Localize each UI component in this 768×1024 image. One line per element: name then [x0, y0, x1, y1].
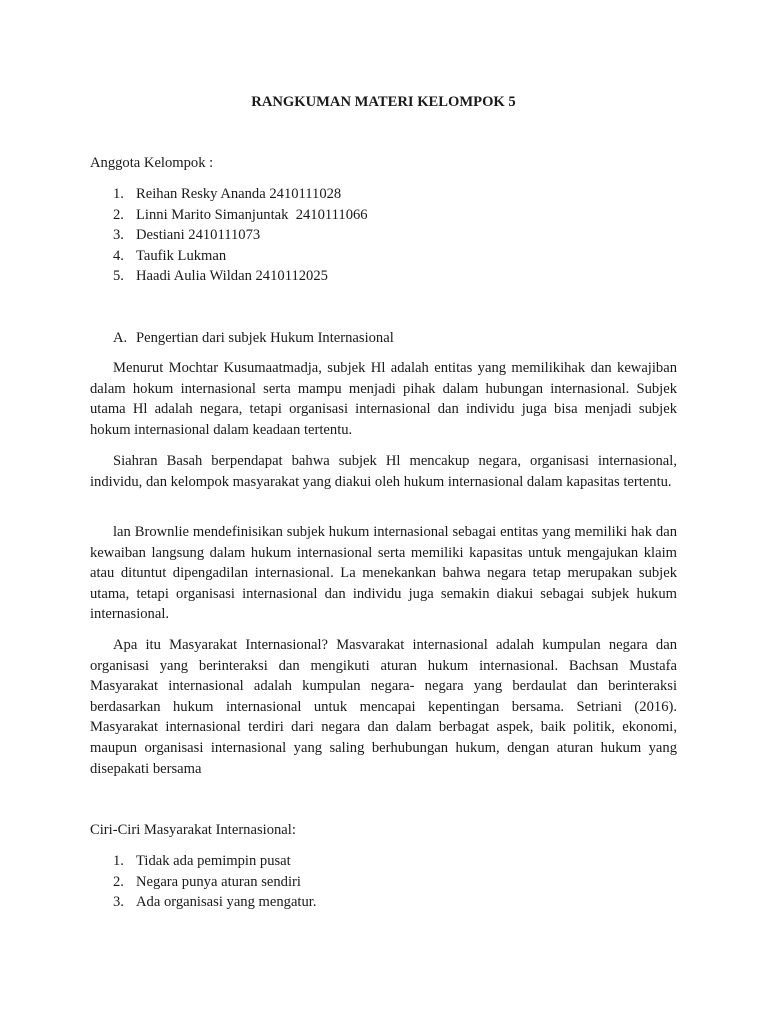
list-number: 1. — [113, 853, 124, 869]
characteristics-list — [90, 851, 317, 913]
list-item-text: Taufik Lukman — [136, 247, 227, 264]
list-item — [90, 851, 317, 872]
list-item — [90, 184, 368, 205]
list-number: 5. — [113, 268, 124, 284]
list-item-text: Negara punya aturan sendiri — [136, 873, 301, 890]
list-number: 2. — [113, 206, 124, 223]
list-item — [90, 892, 317, 913]
page-title: RANGKUMAN MATERI KELOMPOK 5 — [251, 94, 516, 110]
members-label: Anggota Kelompok : — [90, 155, 214, 171]
list-item-text: Tidak ada pemimpin pusat — [136, 853, 291, 869]
list-item — [90, 225, 368, 246]
list-item — [90, 266, 368, 287]
section-heading-text: Pengertian dari subjek Hukum Internasional — [136, 330, 394, 346]
paragraph: Menurut Mochtar Kusumaatmadja, subjek Hl adalah entitas yang memilikihak dan kewajiban dalam hokum internasional serta mampu menjadi pihak dalam hubungan internasional. Subjek utama Hl adalah negara, tetapi organisasi internasional dan individu juga bisa menjadi subjek hokum internasional dalam keadaan tertentu. — [90, 360, 677, 438]
list-number: 2. — [113, 873, 124, 890]
list-item-text: Haadi Aulia Wildan 2410112025 — [136, 268, 328, 284]
list-item — [90, 246, 368, 267]
list-item — [90, 872, 317, 893]
list-item-text: Reihan Resky Ananda 2410111028 — [136, 186, 342, 202]
list-number: 1. — [113, 186, 124, 202]
paragraph: Siahran Basah berpendapat bahwa subjek Hl mencakup negara, organisasi internasional, individu, dan kelompok masyarakat yang diakui oleh hukum internasional dalam kapasitas tertentu. — [90, 453, 677, 490]
list-item-text: Linni Marito Simanjuntak 2410111066 — [136, 206, 368, 223]
paragraph: lan Brownlie mendefinisikan subjek hukum internasional sebagai entitas yang memiliki hak dan kewaiban langsung dalam hukum internasional serta memiliki kapasitas untuk mengajukan klaim atau dituntut dipengadilan internasional. La menekankan bahwa negara tetap merupakan subjek utama, tetapi organisasi internasional dan individu juga semakin diakui sebagai subjek hukum internasional. — [90, 524, 677, 623]
section-letter: A. — [113, 330, 128, 346]
list-number: 3. — [113, 894, 124, 910]
list-item-text: Destiani 2410111073 — [136, 227, 261, 243]
list-number: 3. — [113, 227, 124, 243]
members-list — [90, 184, 368, 287]
characteristics-label: Ciri-Ciri Masyarakat Internasional: — [90, 822, 296, 838]
list-number: 4. — [113, 247, 124, 264]
paragraph: Apa itu Masyarakat Internasional? Masvarakat internasional adalah kumpulan negara dan organisasi yang berinteraksi dan mengikuti aturan hukum internasional. Bachsan Mustafa Masyarakat internasional adalah kumpulan negara- negara yang berdaulat dan berinteraksi berdasarkan hukum internasional untuk mencapai kepentingan bersama. Setriani (2016). Masyarakat internasional terdiri dari negara dan dalam berbagat aspek, baik politik, ekonomi, maupun organisasi internasional yang saling berhubungan hukum, dengan aturan hukum yang disepakati bersama — [90, 637, 677, 777]
section-heading — [90, 328, 394, 348]
list-item-text: Ada organisasi yang mengatur. — [136, 894, 317, 910]
list-item — [90, 205, 368, 226]
